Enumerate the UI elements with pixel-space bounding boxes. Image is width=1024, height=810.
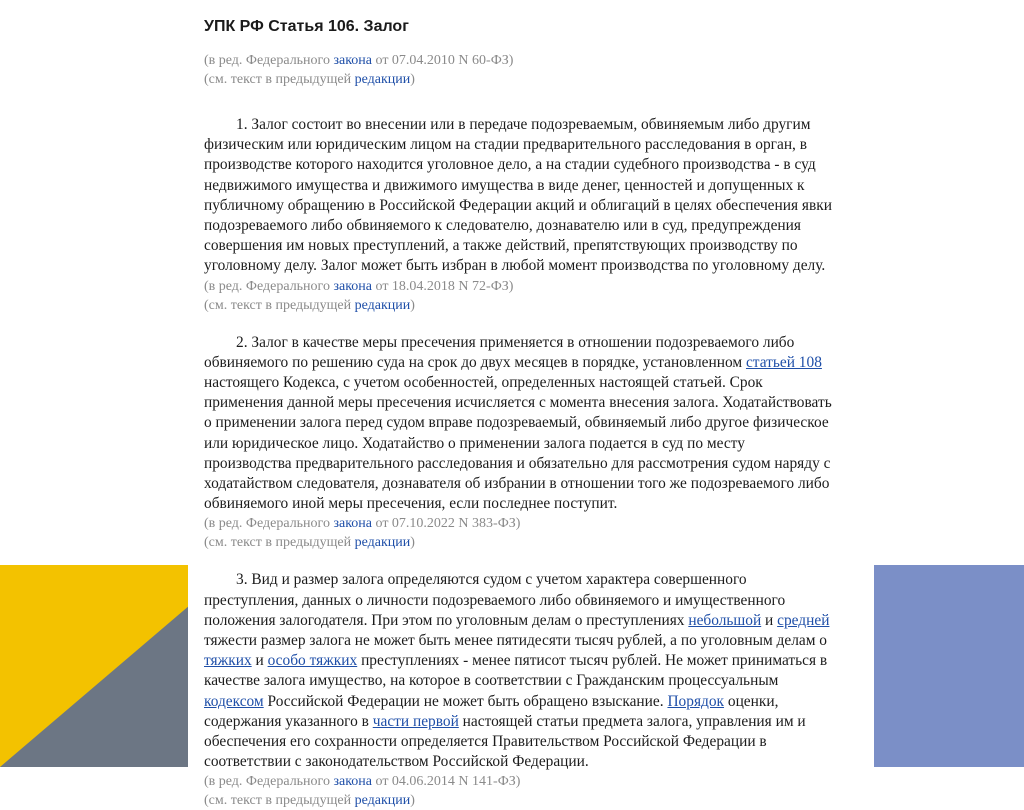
text-line: производства предварительного расследования и обязательно для рассмотрения судом наряду с <box>204 454 831 472</box>
text-fragment: и <box>761 611 778 629</box>
text-line: соответствии с законодательством Российской Федерации. <box>204 753 589 771</box>
text-line <box>204 651 866 671</box>
revision-link[interactable]: редакции <box>354 535 411 551</box>
decorative-corner-right <box>874 565 1024 767</box>
article-108-link[interactable]: статьей 108 <box>745 353 822 371</box>
note-text: (в ред. Федерального <box>204 516 334 532</box>
text-line: тяжести размер залога не может быть менее пятидесяти тысяч рублей, а по уголовным делам о <box>204 632 828 650</box>
edition-note <box>204 514 874 533</box>
law-link[interactable]: закона <box>333 516 372 532</box>
grave-crimes-link[interactable]: тяжких <box>204 652 252 670</box>
text-line: производстве которого находится уголовное дело, а на стадии судебного производства - в суд <box>204 156 816 174</box>
text-line: или юридическое лицо. Ходатайство о применении залога подается в суд по месту <box>204 434 745 452</box>
law-link[interactable]: закона <box>333 278 372 294</box>
paragraph-3-text <box>204 570 866 772</box>
text-fragment: оценки, <box>724 692 779 710</box>
text-line: уголовному делу. Залог может быть избран в любой момент производства по уголовному делу. <box>204 257 826 275</box>
text-line: о применении залога перед судом вправе подозреваемый, обвиняемый либо другое физическое <box>204 414 829 432</box>
note-text: (в ред. Федерального <box>204 774 334 790</box>
text-fragment: обвиняемого по решению суда на срок до двух месяцев в порядке, установленном <box>204 353 746 371</box>
edition-note <box>204 51 874 70</box>
medium-gravity-link[interactable]: средней <box>777 611 830 629</box>
text-line: качестве залога имущество, на которое в соответствии с Гражданским процессуальным <box>204 672 779 690</box>
text-line: преступления, данных о личности подозреваемого либо обвиняемого и имущественного <box>204 591 786 609</box>
note-text: ) <box>410 72 415 87</box>
revision-link[interactable]: редакции <box>354 793 411 809</box>
paragraph-2-text <box>204 333 866 515</box>
note-text: (в ред. Федерального <box>204 53 334 68</box>
revision-link[interactable]: редакции <box>354 72 411 87</box>
law-link[interactable]: закона <box>333 774 372 790</box>
note-text: (см. текст в предыдущей <box>204 535 355 551</box>
edition-note <box>204 772 874 791</box>
note-text: (см. текст в предыдущей <box>204 297 355 313</box>
text-fragment: положения залогодателя. При этом по уголовным делам о преступлениях <box>204 611 689 629</box>
text-line: публичному обращению в Российской Федерации акций и облигаций в целях обеспечения явки <box>204 196 832 214</box>
text-line: 2. Залог в качестве меры пресечения применяется в отношении подозреваемого либо <box>236 333 795 351</box>
revision-link[interactable]: редакции <box>354 297 411 313</box>
paragraph-3 <box>204 570 874 810</box>
text-line: подозреваемого либо обвиняемого к следователю, дознавателю или в суд, предупреждения <box>204 217 801 235</box>
text-line: настоящего Кодекса, с учетом особенностей, определенных настоящей статьей. Срок <box>204 374 763 392</box>
text-line: обвиняемого иной меры пресечения, если последнее поступит. <box>204 495 618 513</box>
text-line: обеспечения его сохранности определяется Правительством Российской Федерации в <box>204 733 767 751</box>
text-line: ходатайством следователя, дознавателя об избрании в отношении того же подозреваемого либо <box>204 475 830 493</box>
note-text: ) <box>410 535 415 551</box>
previous-edition-note <box>204 791 874 810</box>
header-notes <box>204 51 874 89</box>
paragraph-2 <box>204 333 874 553</box>
text-line: совершения им новых преступлений, а также действий, препятствующих производству по <box>204 237 798 255</box>
document-panel <box>188 0 874 809</box>
procedure-link[interactable]: Порядок <box>667 692 725 710</box>
text-fragment: преступлениях - менее пятисот тысяч рублей. Не может приниматься в <box>357 652 828 670</box>
decorative-corner-left <box>0 565 190 767</box>
note-text: (см. текст в предыдущей <box>204 72 355 87</box>
note-text: от 18.04.2018 N 72-ФЗ) <box>372 278 514 294</box>
paragraph-1-text <box>204 115 866 277</box>
text-line <box>204 712 866 732</box>
note-text: от 04.06.2014 N 141-ФЗ) <box>372 774 521 790</box>
note-text: ) <box>410 793 415 809</box>
text-line: применения данной меры пресечения исчисляется с момента внесения залога. Ходатайствовать <box>204 394 832 412</box>
text-line <box>204 692 866 712</box>
page-title: УПК РФ Статья 106. Залог <box>204 18 409 35</box>
law-link[interactable]: закона <box>333 53 372 68</box>
note-text: ) <box>410 297 415 313</box>
note-text: (в ред. Федерального <box>204 278 334 294</box>
previous-edition-note <box>204 296 874 315</box>
text-line: 3. Вид и размер залога определяются судом с учетом характера совершенного <box>236 571 747 589</box>
text-fragment: настоящей статьи предмета залога, управления им и <box>458 712 806 730</box>
code-link[interactable]: кодексом <box>204 692 264 710</box>
text-line: 1. Залог состоит во внесении или в передаче подозреваемым, обвиняемым либо другим <box>236 116 811 133</box>
note-text: от 07.04.2010 N 60-ФЗ) <box>372 53 514 68</box>
minor-gravity-link[interactable]: небольшой <box>688 611 762 629</box>
note-text: от 07.10.2022 N 383-ФЗ) <box>372 516 521 532</box>
text-fragment: содержания указанного в <box>204 712 373 730</box>
text-line <box>204 353 866 373</box>
text-line: физическим или юридическим лицом на стадии предварительного расследования в орган, в <box>204 136 808 154</box>
text-fragment: Российской Федерации не может быть обращено взыскание. <box>263 692 668 710</box>
paragraph-1 <box>204 115 874 315</box>
text-fragment: и <box>251 652 268 670</box>
note-text: (см. текст в предыдущей <box>204 793 355 809</box>
previous-edition-note <box>204 533 874 552</box>
text-line <box>204 611 866 631</box>
part-one-link[interactable]: части первой <box>372 712 459 730</box>
text-line: недвижимого имущества и движимого имущества в виде денег, ценностей и допущенных к <box>204 176 805 194</box>
previous-edition-note <box>204 70 874 89</box>
especially-grave-link[interactable]: особо тяжких <box>267 652 358 670</box>
edition-note <box>204 277 874 296</box>
